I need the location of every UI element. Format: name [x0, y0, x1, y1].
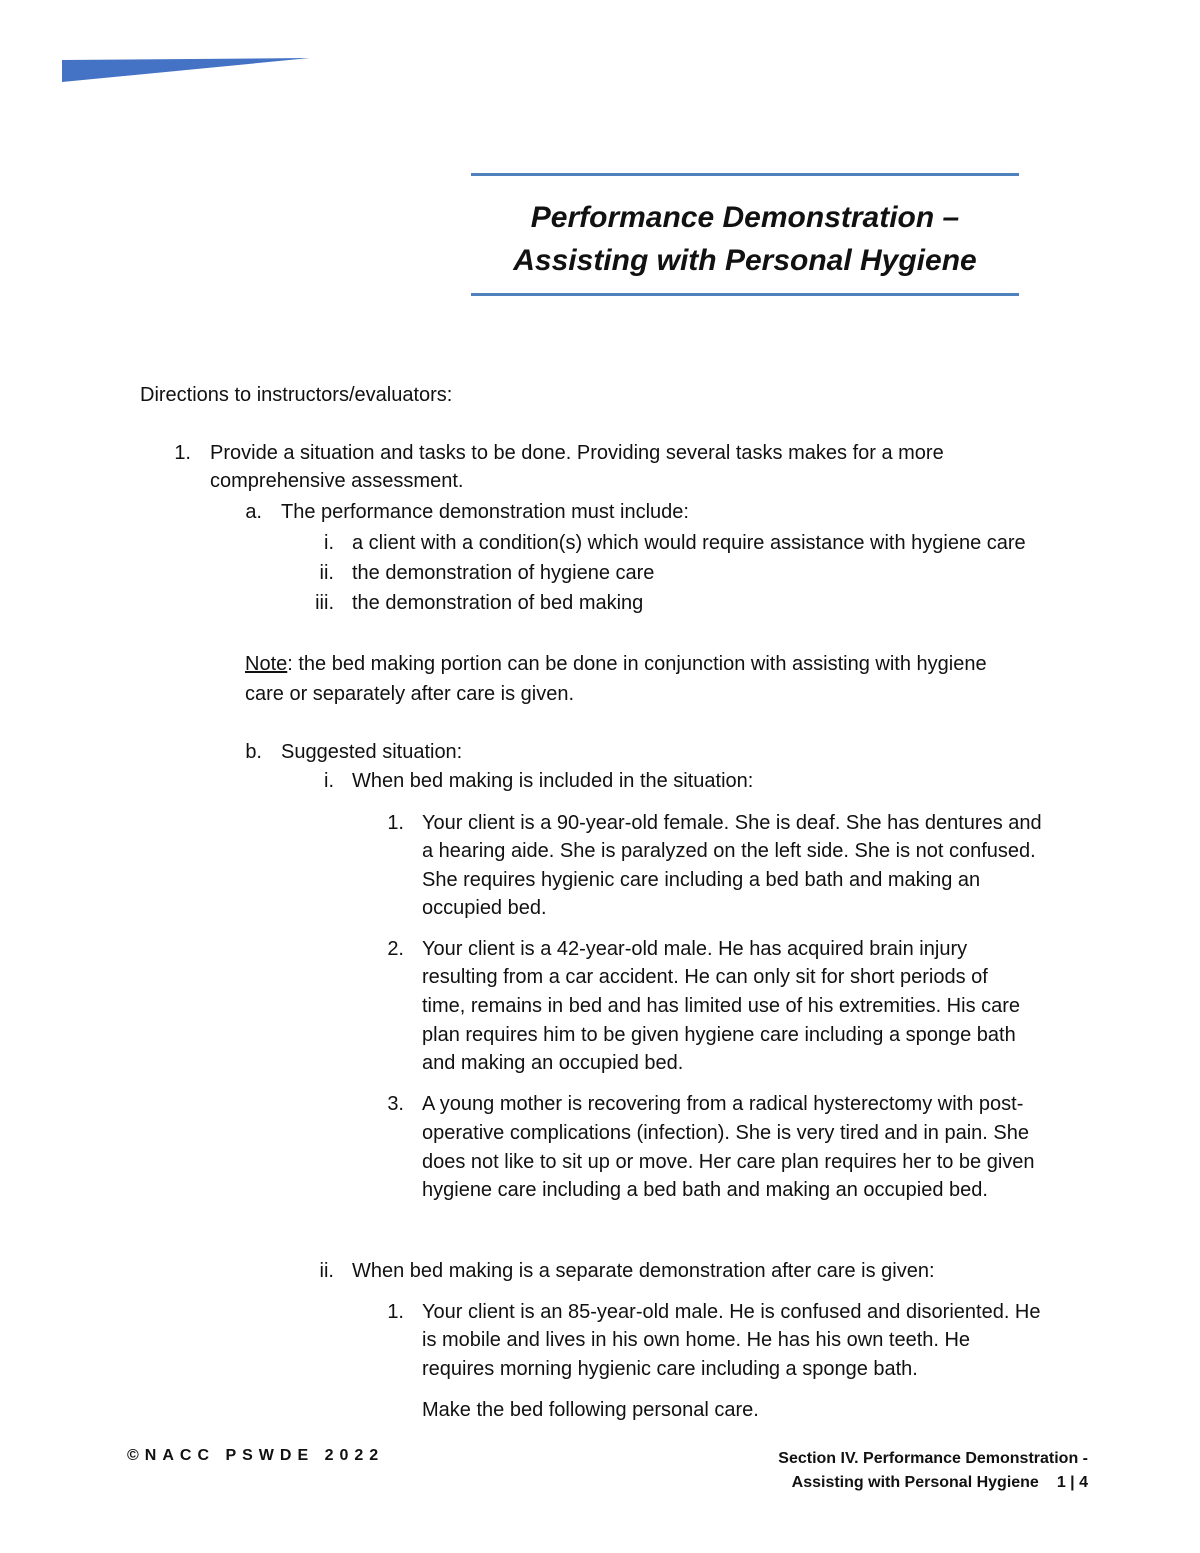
title-line-1: Performance Demonstration – [530, 201, 960, 234]
case-line: time, remains in bed and has limited use of his extremities. His care [422, 995, 1021, 1017]
footer-section [778, 1447, 1088, 1495]
case-line: and making an occupied bed. [422, 1052, 684, 1074]
logo-bar [62, 58, 312, 84]
list-marker: i. [324, 532, 334, 554]
list-marker: i. [324, 770, 334, 792]
title-line-2: Assisting with Personal Hygiene [513, 244, 977, 277]
list-item-line: Provide a situation and tasks to be done. Providing several tasks makes for a more [210, 442, 944, 464]
case-followup: Make the bed following personal care. [422, 1399, 759, 1421]
list-marker: a. [245, 501, 262, 523]
note-paragraph [245, 650, 987, 679]
page-number: 1 | 4 [1056, 1474, 1088, 1491]
note-text: care or separately after care is given. [245, 683, 575, 705]
list-marker: ii. [319, 562, 334, 584]
case-line: She requires hygienic care including a bed bath and making an [422, 869, 981, 891]
case-line: A young mother is recovering from a radical hysterectomy with post- [422, 1093, 1024, 1115]
list-marker: ii. [319, 1260, 334, 1282]
case-line: occupied bed. [422, 897, 547, 919]
list-item-line: comprehensive assessment. [210, 470, 464, 492]
list-marker: 1. [174, 442, 191, 464]
case-line: hygiene care including a bed bath and making an occupied bed. [422, 1179, 988, 1201]
list-item-line: When bed making is included in the situation: [352, 770, 754, 792]
list-marker: iii. [315, 592, 334, 614]
list-item-line: a client with a condition(s) which would require assistance with hygiene care [352, 532, 1026, 554]
list-marker: 2. [387, 938, 404, 960]
list-item-line: Suggested situation: [281, 741, 463, 763]
case-line: requires morning hygienic care including a sponge bath. [422, 1358, 918, 1380]
page-title [471, 196, 1019, 282]
footer-section-line-1: Section IV. Performance Demonstration - [778, 1450, 1088, 1467]
list-item-line: the demonstration of hygiene care [352, 562, 655, 584]
case-line: Your client is a 42-year-old male. He has acquired brain injury [422, 938, 968, 960]
list-item-line: The performance demonstration must include: [281, 501, 689, 523]
footer-section-line-2: Assisting with Personal Hygiene [791, 1474, 1039, 1491]
list-marker: 1. [387, 1301, 404, 1323]
list-item-line: When bed making is a separate demonstration after care is given: [352, 1260, 935, 1282]
list-item-line: the demonstration of bed making [352, 592, 644, 614]
case-line: does not like to sit up or move. Her care plan requires her to be given [422, 1151, 1035, 1173]
list-marker: b. [245, 741, 262, 763]
note-label: Note [245, 653, 288, 675]
list-marker: 1. [387, 812, 404, 834]
list-marker: 3. [387, 1093, 404, 1115]
title-rule-bottom [471, 293, 1019, 296]
directions-heading: Directions to instructors/evaluators: [140, 384, 453, 406]
case-line: a hearing aide. She is paralyzed on the left side. She is not confused. [422, 840, 1036, 862]
case-line: Your client is an 85-year-old male. He is confused and disoriented. He [422, 1301, 1041, 1323]
footer-copyright: ©NACC PSWDE 2022 [127, 1447, 385, 1464]
title-rule-top [471, 173, 1019, 176]
note-text: : the bed making portion can be done in conjunction with assisting with hygiene [287, 653, 987, 675]
case-line: plan requires him to be given hygiene care including a sponge bath [422, 1024, 1016, 1046]
case-line: is mobile and lives in his own home. He has his own teeth. He [422, 1329, 971, 1351]
case-line: resulting from a car accident. He can only sit for short periods of [422, 966, 988, 988]
case-line: operative complications (infection). She is very tired and in pain. She [422, 1122, 1029, 1144]
case-line: Your client is a 90-year-old female. She is deaf. She has dentures and [422, 812, 1042, 834]
